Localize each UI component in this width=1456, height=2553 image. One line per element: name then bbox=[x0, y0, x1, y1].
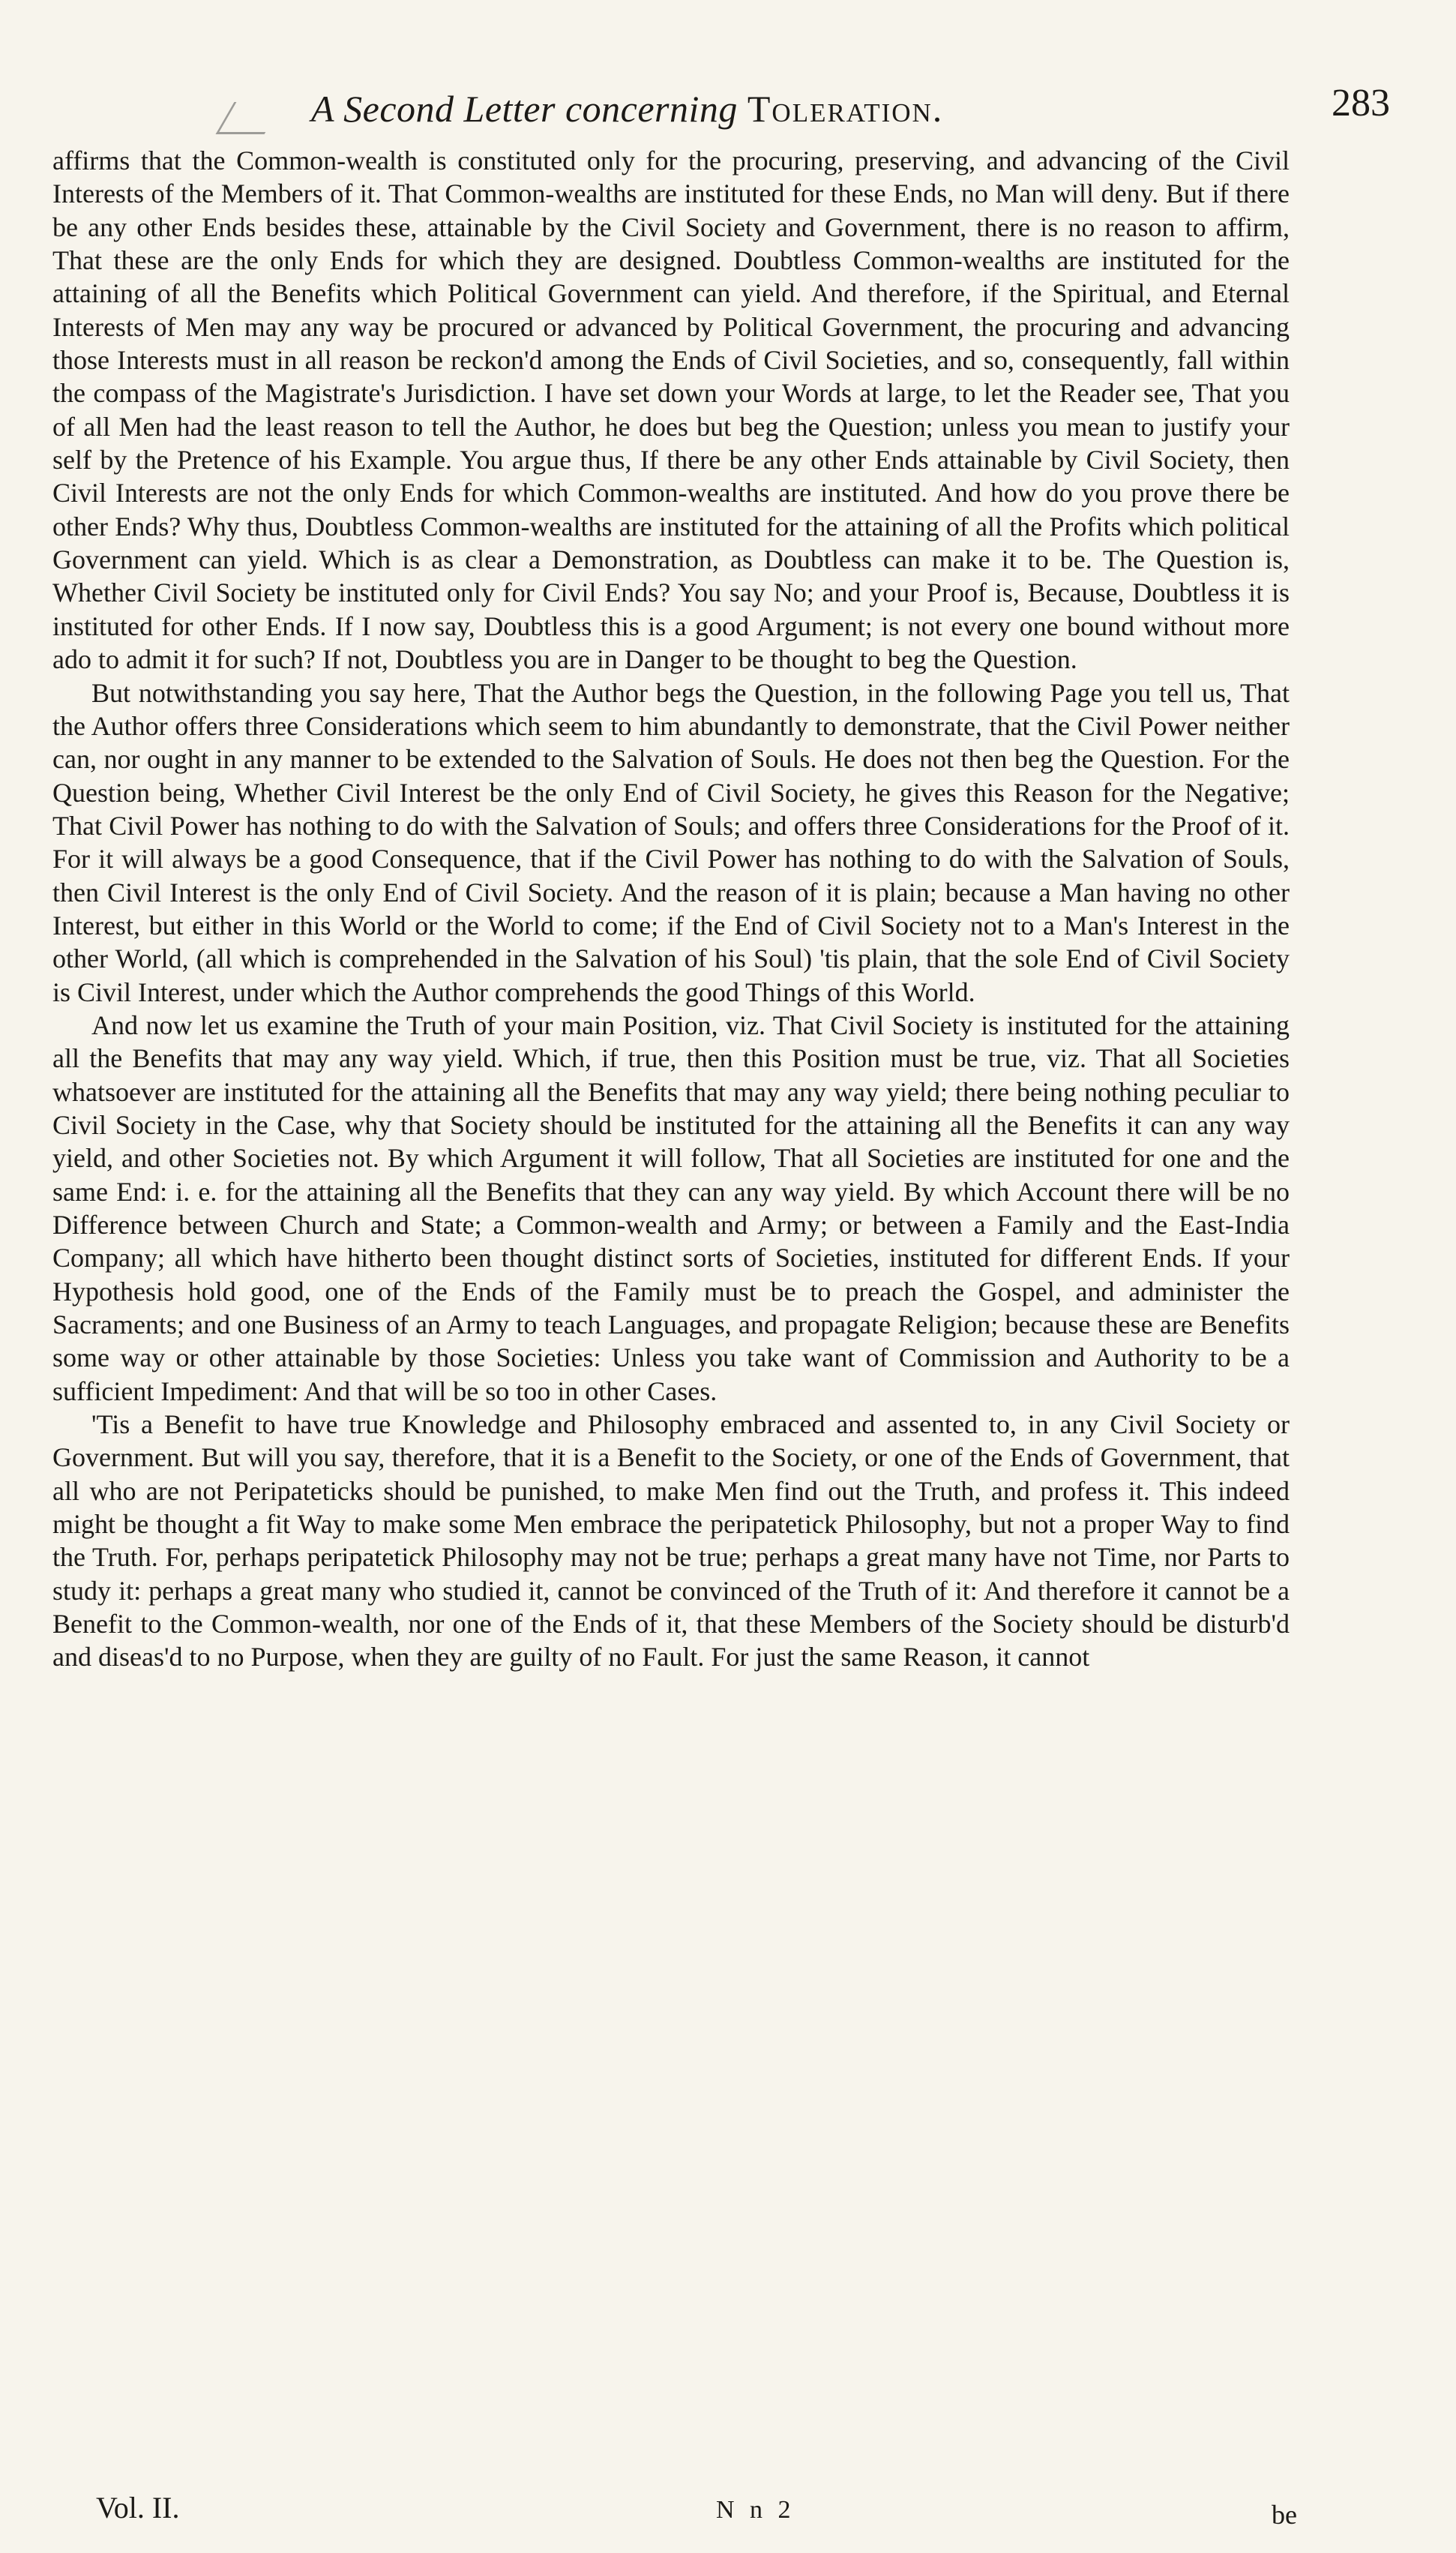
signature-mark: N n 2 bbox=[716, 2496, 795, 2524]
paragraph: 'Tis a Benefit to have true Knowledge and Philosophy embraced and assented to, in any Civil Society or Government. But will you say, therefore, that it is a Benefit to the Society, or one of the Ends of Government, that all who are not Peripateticks should be punished, to make Men find out the Truth, and profess it. This indeed might be thought a fit Way to make some Men embrace the peripatetick Philosophy, but not a proper Way to find the Truth. For, perhaps peripatetick Philosophy may not be true; perhaps a great many have not Time, nor Parts to study it: perhaps a great many who studied it, cannot be convinced of the Truth of it: And therefore it cannot be a Benefit to the Common-wealth, nor one of the Ends of it, that these Members of the Society should be disturb'd and diseas'd to no Purpose, when they are guilty of no Fault. For just the same Reason, it cannot bbox=[52, 1409, 1290, 1672]
paragraph: affirms that the Common-wealth is constituted only for the procuring, preserving, and advancing of the Civil Interests of the Members of it. That Common-wealths are instituted for these Ends, no Man will deny. But if there be any other Ends besides these, attainable by the Civil Society and Government, there is no reason to affirm, That these are the only Ends for which they are designed. Doubtless Common-wealths are instituted for the attaining of all the Benefits which Political Government can yield. And therefore, if the Spiritual, and Eternal Interests of Men may any way be procured or advanced by Political Government, the procuring and advancing those Interests must in all reason be reckon'd among the Ends of Civil Societies, and so, consequently, fall within the compass of the Magistrate's Jurisdiction. I have set down your Words at large, to let the Reader see, That you of all Men had the least reason to tell the Author, he does but beg the Question; unless you mean to justify your self by the Pretence of his Example. You argue thus, If there be any other Ends attainable by Civil Society, then Civil Interests are not the only Ends for which Common-wealths are instituted. And how do you prove there be other Ends? Why thus, Doubtless Common-wealths are instituted for the attaining of all the Profits which political Government can yield. Which is as clear a Demonstration, as Doubtless can make it to be. The Question is, Whether Civil Society be instituted only for Civil Ends? You say No; and your Proof is, Because, Doubtless it is instituted for other Ends. If I now say, Doubtless this is a good Argument; is not every one bound without more ado to admit it for such? If not, Doubtless you are in Danger to be thought to beg the Question. bbox=[52, 146, 1290, 675]
header-ornament bbox=[216, 102, 283, 134]
paragraph: But notwithstanding you say here, That the Author begs the Question, in the following Page you tell us, That the Author offers three Considerations which seem to him abundantly to demonstrate, that the Civil Power neither can, nor ought in any manner to be extended to the Salvation of Souls. He does not then beg the Question. For the Question being, Whether Civil Interest be the only End of Civil Society, he gives this Reason for the Negative; That Civil Power has nothing to do with the Salvation of Souls; and offers three Considerations for the Proof of it. For it will always be a good Consequence, that if the Civil Power has nothing to do with the Salvation of Souls, then Civil Interest is the only End of Civil Society. And the reason of it is plain; because a Man having no other Interest, but either in this World or the World to come; if the End of Civil Society not to a Man's Interest in the other World, (all which is comprehended in the Salvation of his Soul) 'tis plain, that the sole End of Civil Society is Civil Interest, under which the Author comprehends the good Things of this World. bbox=[52, 677, 1290, 1007]
running-title bbox=[311, 87, 943, 130]
page-footer bbox=[0, 2490, 1456, 2535]
paragraph: And now let us examine the Truth of your main Position, viz. That Civil Society is instituted for the attaining all the Benefits that may any way yield. Which, if true, then this Position must be true, viz. That all Societies whatsoever are instituted for the attaining all the Benefits that may any way yield; there being nothing peculiar to Civil Society in the Case, why that Society should be instituted for the attaining all the Benefits it can any way yield, and other Societies not. By which Argument it will follow, That all Societies are instituted for one and the same End: i. e. for the attaining all the Benefits that they can any way yield. By which Account there will be no Difference between Church and State; a Common-wealth and Army; or between a Family and the East-India Company; all which have hitherto been thought distinct sorts of Societies, instituted for different Ends. If your Hypothesis hold good, one of the Ends of the Family must be to preach the Gospel, and administer the Sacraments; and one Business of an Army to teach Languages, and propagate Religion; because these are Benefits some way or other attainable by those Societies: Unless you take want of Commission and Authority to be a sufficient Impediment: And that will be so too in other Cases. bbox=[52, 1010, 1290, 1406]
body-text bbox=[52, 144, 1290, 1674]
running-title-caps: Toleration. bbox=[747, 88, 944, 130]
catchword: be bbox=[1272, 2500, 1297, 2530]
volume-label: Vol. II. bbox=[96, 2491, 180, 2524]
running-title-text: A Second Letter concerning bbox=[311, 88, 738, 130]
page-number: 283 bbox=[1332, 82, 1390, 124]
page-header bbox=[0, 81, 1456, 141]
